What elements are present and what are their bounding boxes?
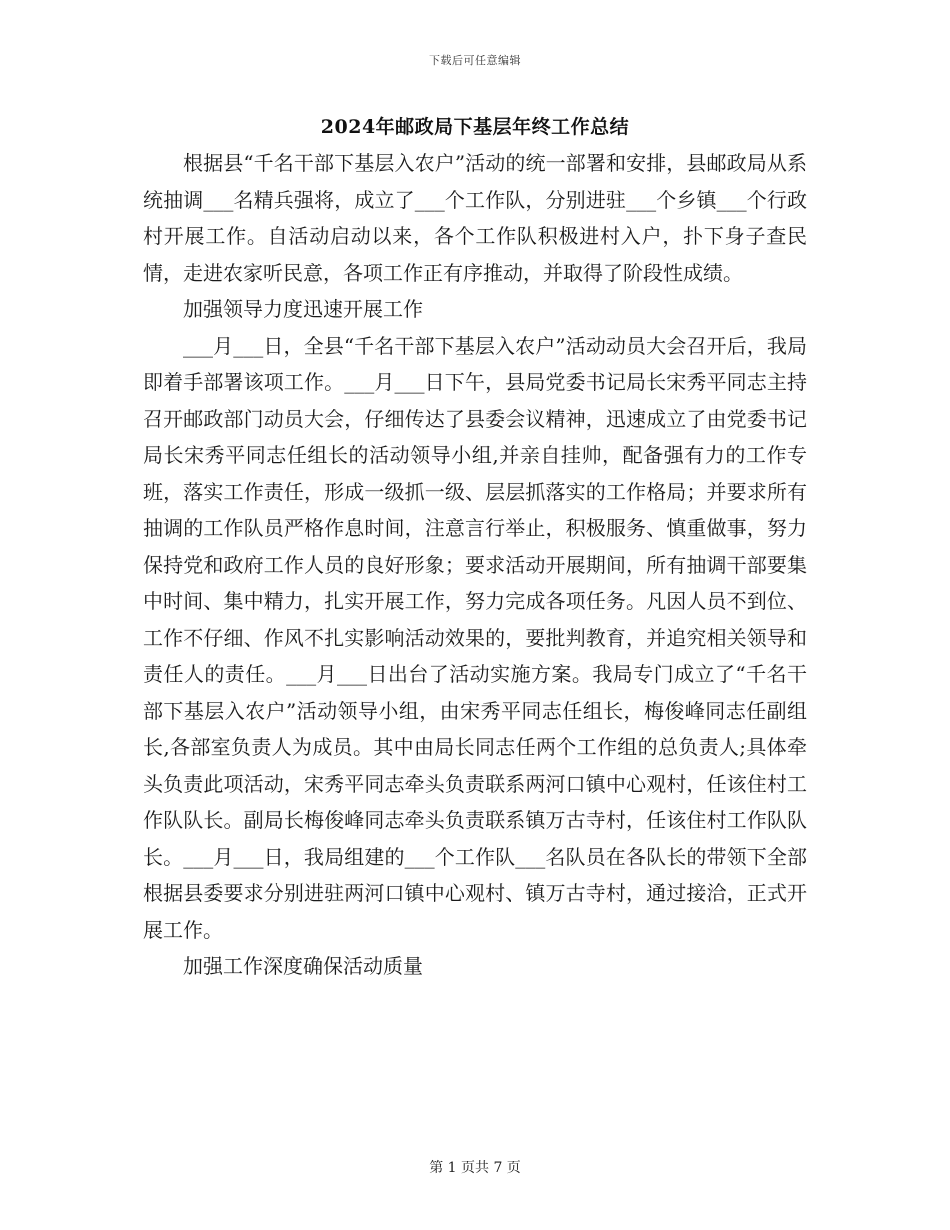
document-body — [143, 145, 807, 985]
paragraph-leadership: ___月___日，全县“千名干部下基层入农户”活动动员大会召开后，我局即着手部署该项工作。___月___日下午，县局党委书记局长宋秀平同志主持召开邮政部门动员大会，仔细传达了县委会议精神，迅速成立了由党委书记局长宋秀平同志任组长的活动领导小组,并亲自挂帅，配备强有力的工作专班，落实工作责任，形成一级抓一级、层层抓落实的工作格局；并要求所有抽调的工作队员严格作息时间，注意言行举止，积极服务、慎重做事，努力保持党和政府工作人员的良好形象；要求活动开展期间，所有抽调干部要集中时间、集中精力，扎实开展工作，努力完成各项任务。凡因人员不到位、工作不仔细、作风不扎实影响活动效果的，要批判教育，并追究相关领导和责任人的责任。___月___日出台了活动实施方案。我局专门成立了“千名干部下基层入农户”活动领导小组，由宋秀平同志任组长，梅俊峰同志任副组长,各部室负责人为成员。其中由局长同志任两个工作组的总负责人;具体牵头负责此项活动，宋秀平同志牵头负责联系两河口镇中心观村，任该住村工作队队长。副局长梅俊峰同志牵头负责联系镇万古寺村，任该住村工作队队长。___月___日，我局组建的___个工作队___名队员在各队长的带领下全部根据县委要求分别进驻两河口镇中心观村、镇万古寺村，通过接洽，正式开展工作。 — [143, 333, 807, 942]
section-heading-leadership: 加强领导力度迅速开展工作 — [183, 297, 423, 321]
page-number: 第 1 页共 7 页 — [429, 1160, 521, 1176]
paragraph-intro: 根据县“千名干部下基层入农户”活动的统一部署和安排，县邮政局从系统抽调___名精兵强将，成立了___个工作队，分别进驻___个乡镇___个行政村开展工作。自活动启动以来，各个工作队积极进村入户，扑下身子查民情，走进农家听民意，各项工作正有序推动，并取得了阶段性成绩。 — [143, 151, 807, 285]
section-heading-depth: 加强工作深度确保活动质量 — [183, 954, 423, 978]
document-title: 2024年邮政局下基层年终工作总结 — [320, 116, 630, 138]
header-note: 下载后可任意编辑 — [429, 54, 521, 67]
